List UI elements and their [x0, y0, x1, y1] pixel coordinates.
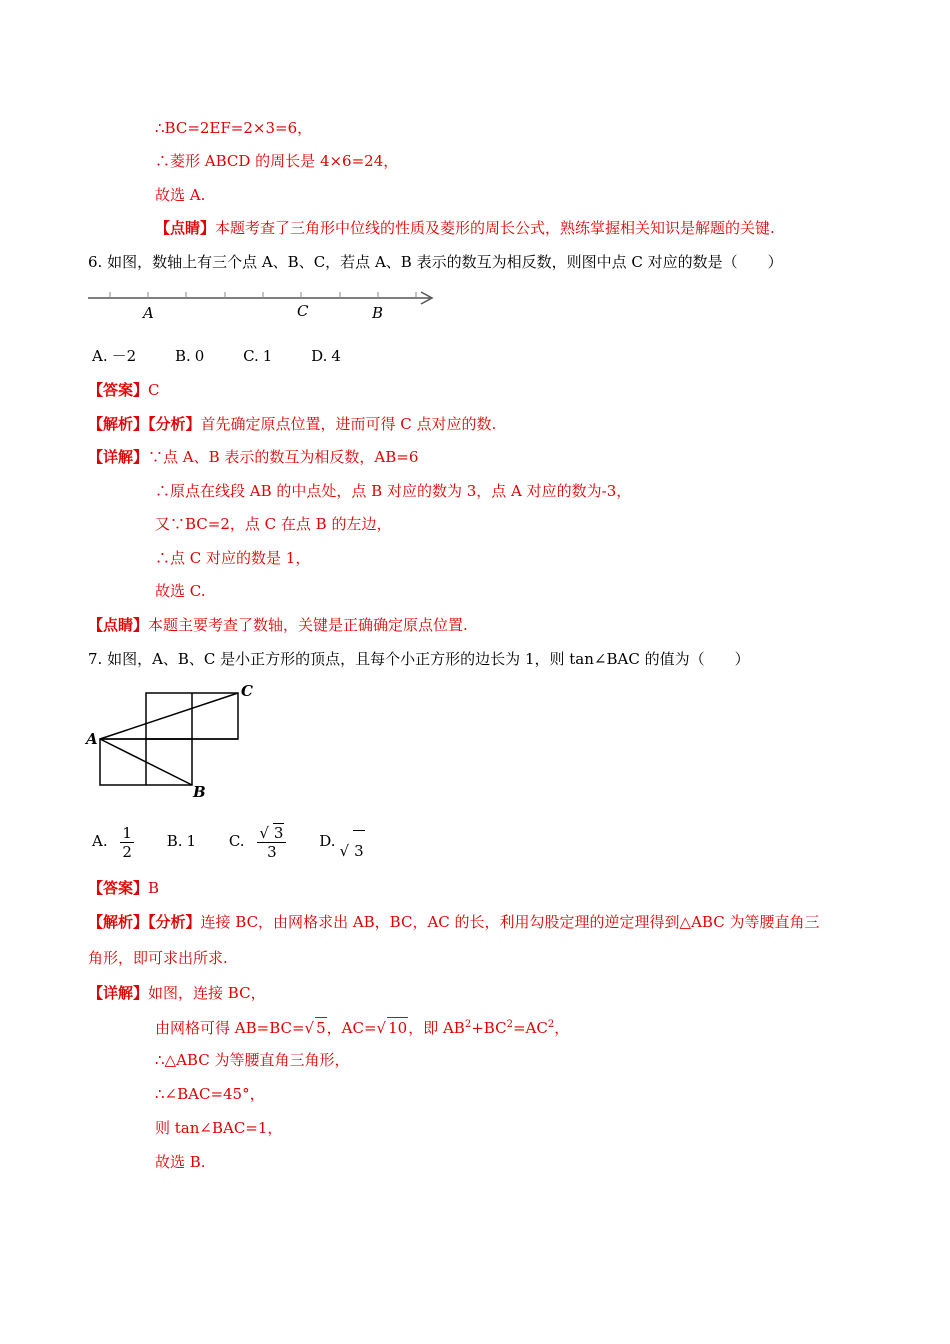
solution-line: ∴BC=2EF=2×3=6，	[155, 119, 313, 137]
comment-text: 本题考查了三角形中位线的性质及菱形的周长公式，熟练掌握相关知识是解题的关键.	[215, 219, 775, 237]
option-a[interactable]: A. $\frac{1}{2}$	[92, 823, 132, 861]
q7-analysis: 【解析】【分析】连接 BC，由网格求出 AB，BC，AC 的长，利用勾股定理的逆定理得到△ABC 为等腰直角三	[88, 913, 820, 931]
q7-detail-line: 则 tan∠BAC=1，	[155, 1119, 283, 1137]
option-a[interactable]: A. －2	[92, 347, 137, 365]
vertex-label-c: C	[241, 682, 253, 700]
axis-label-a: A	[143, 304, 154, 322]
axis-label-c: C	[297, 302, 309, 320]
option-d[interactable]: D. 4	[311, 347, 341, 365]
vertex-label-a: A	[86, 730, 98, 748]
axis-ticks	[110, 292, 416, 298]
q7-detail-line: 故选 B.	[155, 1153, 206, 1171]
grid-figure	[84, 682, 264, 800]
solution-line: 故选 A.	[155, 186, 206, 204]
q7-detail-line: ∴△ABC 为等腰直角三角形，	[155, 1051, 350, 1069]
grid-squares	[100, 693, 238, 785]
q6-comment: 【点睛】本题主要考查了数轴，关键是正确确定原点位置.	[88, 616, 468, 634]
q7-analysis-cont: 角形，即可求出所求.	[88, 949, 228, 967]
question-6-options	[88, 346, 371, 366]
number-line-figure	[86, 285, 438, 325]
segment-ac	[100, 693, 238, 739]
option-c[interactable]: C. 1	[243, 347, 273, 365]
q6-detail-line: ∴原点在线段 AB 的中点处，点 B 对应的数为 3，点 A 对应的数为-3，	[155, 482, 632, 500]
q6-answer: 【答案】C	[88, 381, 160, 399]
q6-detail-line: 又∵BC=2，点 C 在点 B 的左边，	[155, 515, 392, 533]
fraction: $\frac{√ 3}{3}$	[253, 823, 286, 861]
q7-detail: 【详解】如图，连接 BC，	[88, 984, 266, 1002]
option-d[interactable]: D.√ 3	[315, 820, 364, 861]
q7-detail-line: ∴∠BAC=45°，	[155, 1085, 265, 1103]
solution-line: ∴菱形 ABCD 的周长是 4×6=24，	[155, 152, 399, 170]
vertex-label-b: B	[193, 783, 206, 800]
option-b[interactable]: B. 0	[174, 347, 205, 365]
q6-detail-line: ∴点 C 对应的数是 1，	[155, 549, 311, 567]
q6-detail: 【详解】∵点 A、B 表示的数互为相反数，AB=6	[88, 448, 419, 466]
sqrt-value: 3	[353, 830, 365, 871]
q7-answer: 【答案】B	[88, 879, 160, 897]
comment-tag: 【点睛】	[155, 219, 216, 237]
question-7-options	[88, 820, 395, 861]
q6-analysis: 【解析】【分析】首先确定原点位置，进而可得 C 点对应的数.	[88, 415, 497, 433]
fraction: $\frac{1}{2}$	[122, 823, 132, 861]
axis-label-b: B	[372, 304, 384, 322]
q7-detail-line: 由网格可得 AB=BC=√ 5，AC=√ 10，即 $AB^2+BC^2=AC^2$，	[155, 1019, 570, 1037]
comment-line	[155, 218, 775, 238]
option-c[interactable]: C. $\frac{√ 3}{3}$	[225, 821, 287, 861]
q6-detail-line: 故选 C.	[155, 582, 206, 600]
question-6-stem: 6. 如图，数轴上有三个点 A、B、C，若点 A、B 表示的数互为相反数，则图中点 C 对应的数是（ ）	[88, 253, 783, 271]
question-7-stem: 7. 如图，A、B、C 是小正方形的顶点，且每个小正方形的边长为 1，则 tan∠BAC 的值为（ ）	[88, 650, 750, 668]
option-b[interactable]: B. 1	[166, 832, 197, 850]
